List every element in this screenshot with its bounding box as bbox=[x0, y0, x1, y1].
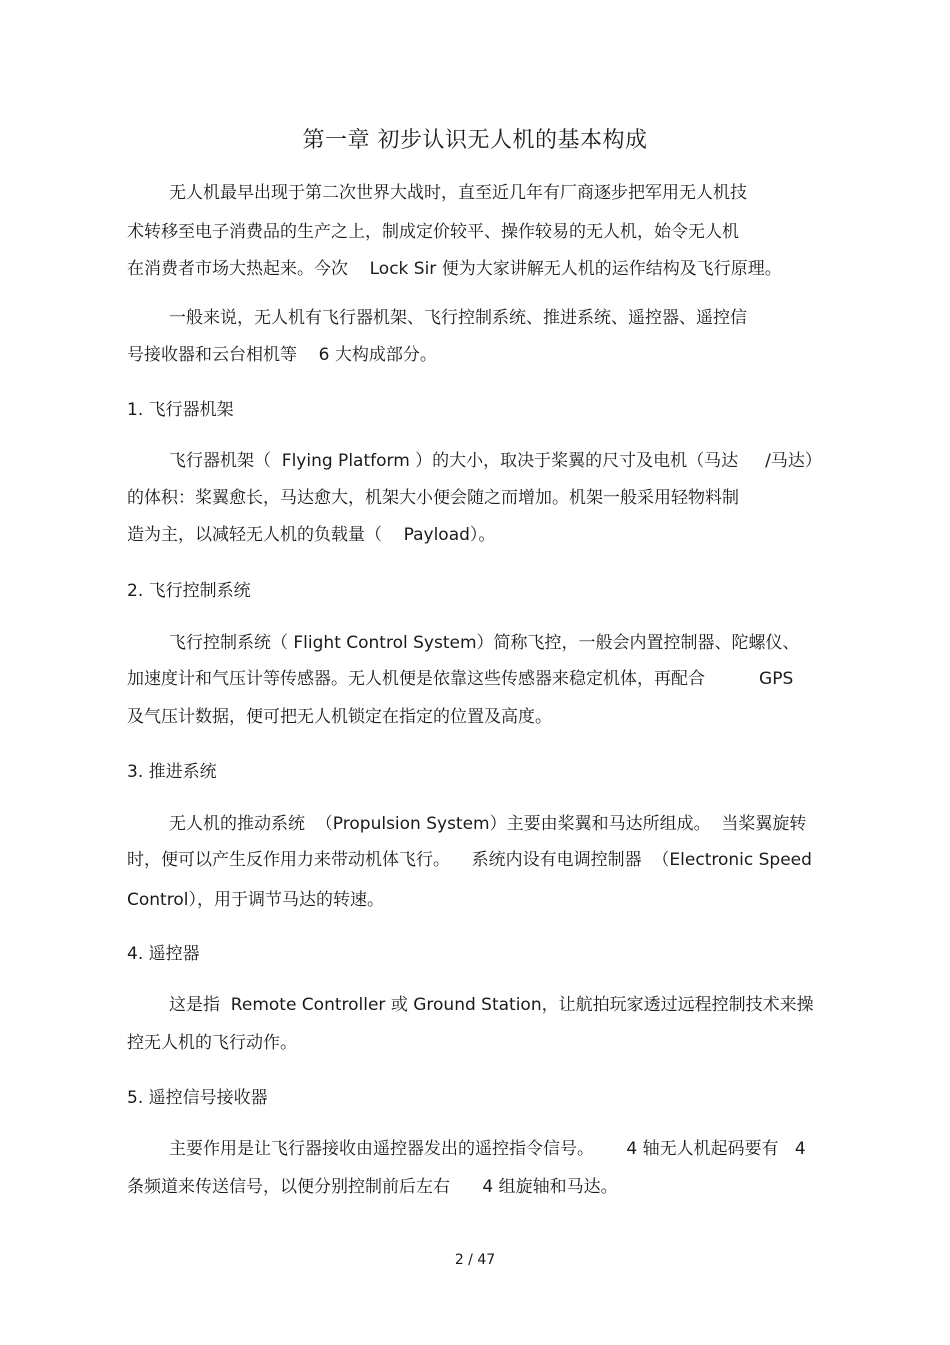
section-5-line-2: 条频道来传送信号，以便分别控制前后左右 4 组旋轴和马达。 bbox=[127, 1177, 618, 1197]
intro-p1-line-3: 在消费者市场大热起来。今次 Lock Sir 便为大家讲解无人机的运作结构及飞行原理。 bbox=[127, 259, 782, 279]
chapter-title: 第一章 初步认识无人机的基本构成 bbox=[302, 128, 648, 153]
section-2-line-2: 加速度计和气压计等传感器。无人机便是依靠这些传感器来稳定机体，再配合 GPS bbox=[127, 669, 794, 689]
section-2-line-3: 及气压计数据，便可把无人机锁定在指定的位置及高度。 bbox=[127, 707, 552, 727]
page-number: 2 / 47 bbox=[454, 1252, 496, 1268]
section-1-line-2: 的体积：桨翼愈长，马达愈大，机架大小便会随之而增加。机架一般采用轻物料制 bbox=[127, 488, 739, 508]
section-5-line-1: 主要作用是让飞行器接收由遥控器发出的遥控指令信号。 4 轴无人机起码要有 4 bbox=[169, 1139, 806, 1159]
section-4-line-1: 这是指 Remote Controller 或 Ground Station，让航拍玩家透过远程控制技术来操 bbox=[169, 995, 814, 1015]
section-4-line-2: 控无人机的飞行动作。 bbox=[127, 1033, 297, 1053]
section-heading-4: 4. 遥控器 bbox=[127, 944, 200, 964]
section-1-line-1: 飞行器机架（ Flying Platform ）的大小，取决于桨翼的尺寸及电机（马达 /马达） bbox=[169, 451, 822, 471]
section-heading-1: 1. 飞行器机架 bbox=[127, 400, 234, 420]
section-heading-5: 5. 遥控信号接收器 bbox=[127, 1088, 268, 1108]
intro-p1-line-2: 术转移至电子消费品的生产之上，制成定价较平、操作较易的无人机，始令无人机 bbox=[127, 222, 739, 242]
section-3-line-3: Control），用于调节马达的转速。 bbox=[127, 890, 384, 910]
section-heading-2: 2. 飞行控制系统 bbox=[127, 581, 251, 601]
section-3-line-1: 无人机的推动系统 （Propulsion System）主要由桨翼和马达所组成。 当桨翼旋转 bbox=[169, 814, 807, 834]
section-3-line-2: 时，便可以产生反作用力来带动机体飞行。 系统内设有电调控制器 （Electronic Speed bbox=[127, 850, 812, 870]
intro-p2-line-2: 号接收器和云台相机等 6 大构成部分。 bbox=[127, 345, 437, 365]
section-1-line-3: 造为主，以减轻无人机的负载量（ Payload）。 bbox=[127, 525, 496, 545]
intro-p2-line-1: 一般来说，无人机有飞行器机架、飞行控制系统、推进系统、遥控器、遥控信 bbox=[169, 308, 747, 328]
section-heading-3: 3. 推进系统 bbox=[127, 762, 217, 782]
section-2-line-1: 飞行控制系统（ Flight Control System）简称飞控，一般会内置控制器、陀螺仪、 bbox=[169, 633, 800, 653]
intro-p1-line-1: 无人机最早出现于第二次世界大战时，直至近几年有厂商逐步把军用无人机技 bbox=[169, 183, 747, 203]
